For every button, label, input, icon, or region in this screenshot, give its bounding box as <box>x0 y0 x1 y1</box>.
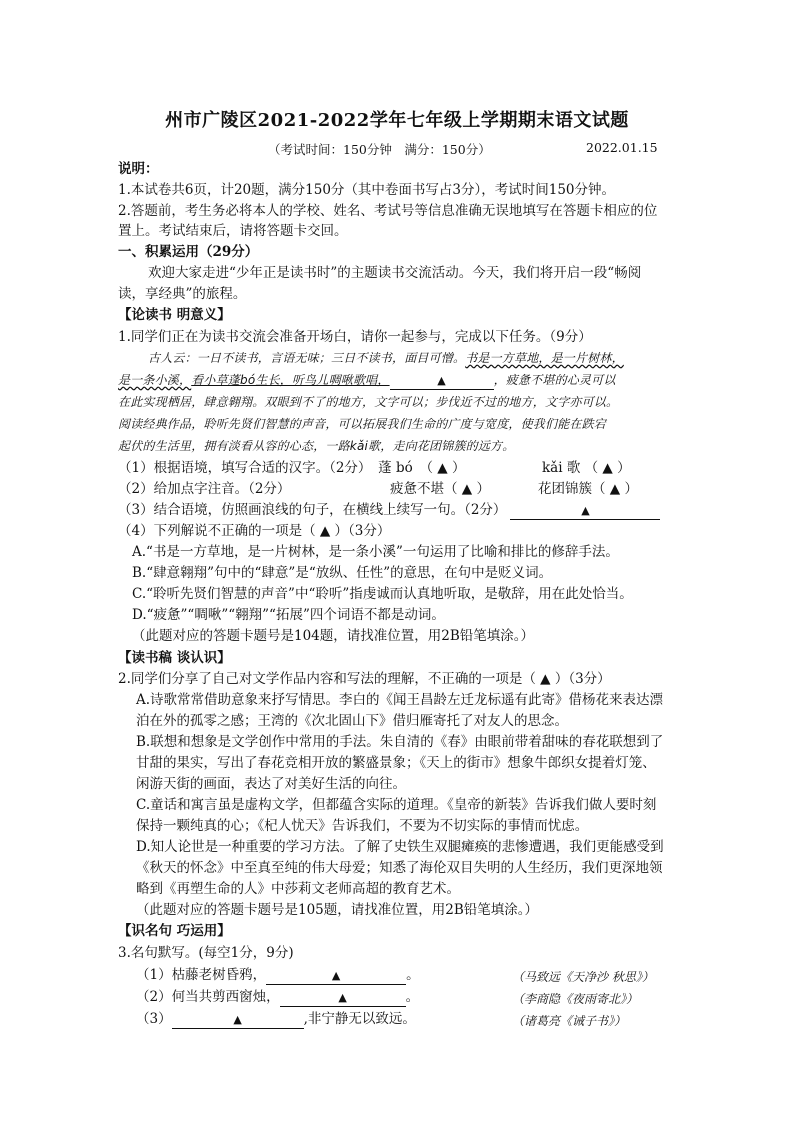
answer-blank[interactable]: ▲ <box>172 1011 304 1029</box>
quote-source-1: （马致远《天净沙 秋思》） <box>512 970 654 984</box>
section-heading-quotes: 【识名句 巧运用】 <box>118 923 231 939</box>
part1-intro-a: 欢迎大家走进“少年正是读书时”的主题读书交流活动。今天，我们将开启一段“畅阅 <box>148 265 642 281</box>
q2-option-b-2: 甘甜的果实，写出了春花竞相开放的繁盛景象；《天上的街市》想象牛郎织女提着灯笼、 <box>136 755 656 771</box>
q2-option-d-1: D.知人论世是一种重要的学习方法。了解了史铁生双腿瘫痪的悲惨遭遇，我们更能感受到 <box>136 839 664 855</box>
q2-option-d-2: 《秋天的怀念》中至真至纯的伟大母爱；知悉了海伦双目失明的人生经历，我们更深地领 <box>136 860 663 876</box>
q2-option-c-2: 保持一颗纯真的心；《杞人忧天》告诉我们，不要为不切实际的事情而忧虑。 <box>136 818 589 834</box>
exam-date: 2022.01.15 <box>586 140 658 155</box>
page-title: 州市广陵区2021-2022学年七年级上学期期末语文试题 <box>165 110 629 131</box>
question-3: 3.名句默写。(每空1分，9分) <box>118 945 294 961</box>
option-b: B.“肆意翱翔”句中的“肆意”是“放纵、任性”的意思，在句中是贬义词。 <box>132 565 553 581</box>
quote-source-2: （李商隐《夜雨寄北》） <box>512 992 639 1006</box>
passage-line-1: 古人云：一日不读书，言语无味；三日不读书，面目可憎。书是一方草地，是一片树林， <box>148 351 624 365</box>
sub-question-3: （3）结合语境，仿照画浪线的句子，在横线上续写一句。（2分） ▲ <box>118 501 698 520</box>
part1-heading: 一、积累运用（29分） <box>118 244 259 260</box>
answer-blank[interactable]: ▲ <box>280 989 406 1007</box>
wavy-sentence: 书是一方草地，是一片树林， <box>465 351 624 365</box>
notes-heading: 说明： <box>118 161 159 177</box>
passage-line-2: 是一条小溪，看小草蓬bó生长，听鸟儿啁啾歌唱， ▲ ，疲惫不堪的心灵可以 <box>118 371 698 390</box>
note-2a: 2.答题前，考生务必将本人的学校、姓名、考试号等信息准确无误地填写在答题卡相应的位 <box>118 203 658 219</box>
answer-card-note-2: （此题对应的答题卡题号是105题，请找准位置，用2B铅笔填涂。） <box>136 902 539 918</box>
note-1: 1.本试卷共6页，计20题，满分150分（其中卷面书写占3分），考试时间150分钟。 <box>118 182 616 198</box>
sub-question-1: （1）根据语境，填写合适的汉字。（2分） 蓬 bó （ ▲ ） kǎi 歌 （ ▲ ） <box>118 460 631 476</box>
exam-info: （考试时间：150分钟 满分：150分） <box>268 142 491 157</box>
passage-line-5: 起伏的生活里，拥有淡看从容的心态，一路kǎi歌，走向花团锦簇的远方。 <box>118 439 515 453</box>
answer-blank[interactable]: ▲ <box>266 967 406 985</box>
answer-card-note-1: （此题对应的答题卡题号是104题，请找准位置，用2B铅笔填涂。） <box>132 628 535 644</box>
q2-option-d-3: 略到《再塑生命的人》中莎莉文老师高超的教育艺术。 <box>136 881 460 897</box>
sub-question-2: （2）给加点字注音。（2分） 疲惫不堪（ ▲ ） 花团锦簇（ ▲ ） <box>118 481 638 497</box>
section-heading-reading: 【论读书 明意义】 <box>118 307 231 323</box>
question-2: 2.同学们分享了自己对文学作品内容和写法的理解，不正确的一项是（ ▲ ）（3分） <box>118 671 611 687</box>
q2-option-a-2: 泊在外的孤零之感；王湾的《次北固山下》借归雁寄托了对友人的思念。 <box>136 713 568 729</box>
passage-line-4: 阅读经典作品，聆听先贤们智慧的声音，可以拓展我们生命的广度与宽度，使我们能在跌宕 <box>118 417 607 431</box>
quote-line-2: （2）何当共剪西窗烛， ▲ 。 <box>136 989 420 1005</box>
quote-line-1: （1）枯藤老树昏鸦， ▲ 。 <box>136 967 420 983</box>
note-2b: 置上。考试结束后，请将答题卡交回。 <box>118 223 348 239</box>
option-a: A.“书是一方草地，是一片树林，是一条小溪”一句运用了比喻和排比的修辞手法。 <box>132 544 619 560</box>
q2-option-c-1: C.童话和寓言虽是虚构文学，但都蕴含实际的道理。《皇帝的新装》告诉我们做人要时刻 <box>136 797 657 813</box>
answer-blank[interactable]: ▲ <box>390 372 494 390</box>
q2-option-b-3: 闲游天街的画面，表达了对美好生活的向往。 <box>136 776 406 792</box>
quote-source-3: （诸葛亮《诫子书》） <box>512 1014 627 1028</box>
sub-question-4: （4）下列解说不正确的一项是（ ▲ ）（3分） <box>118 523 391 539</box>
section-heading-writing: 【读书稿 谈认识】 <box>118 650 231 666</box>
question-1: 1.同学们正在为读书交流会准备开场白，请你一起参与，完成以下任务。（9分） <box>118 329 592 345</box>
q2-option-a-1: A.诗歌常常借助意象来抒写情思。李白的《闻王昌龄左迁龙标遥有此寄》借杨花来表达漂 <box>136 692 664 708</box>
option-d: D.“疲惫”“啁啾”“翱翔”“拓展”四个词语不都是动词。 <box>132 607 445 623</box>
passage-line-3: 在此实现栖居，肆意翱翔。双眼到不了的地方，文字可以；步伐近不过的地方，文字亦可以。 <box>118 395 619 409</box>
option-c: C.“聆听先贤们智慧的声音”中“聆听”指虔诚而认真地听取，是敬辞，用在此处恰当。 <box>132 586 633 602</box>
answer-blank[interactable]: ▲ <box>510 502 660 520</box>
q2-option-b-1: B.联想和想象是文学创作中常用的手法。朱自清的《春》由眼前带着甜味的春花联想到了 <box>136 734 664 750</box>
part1-intro-b: 读，享经典”的旅程。 <box>118 286 247 302</box>
quote-line-3: （3） ▲ ,非宁静无以致远。 <box>136 1011 416 1027</box>
